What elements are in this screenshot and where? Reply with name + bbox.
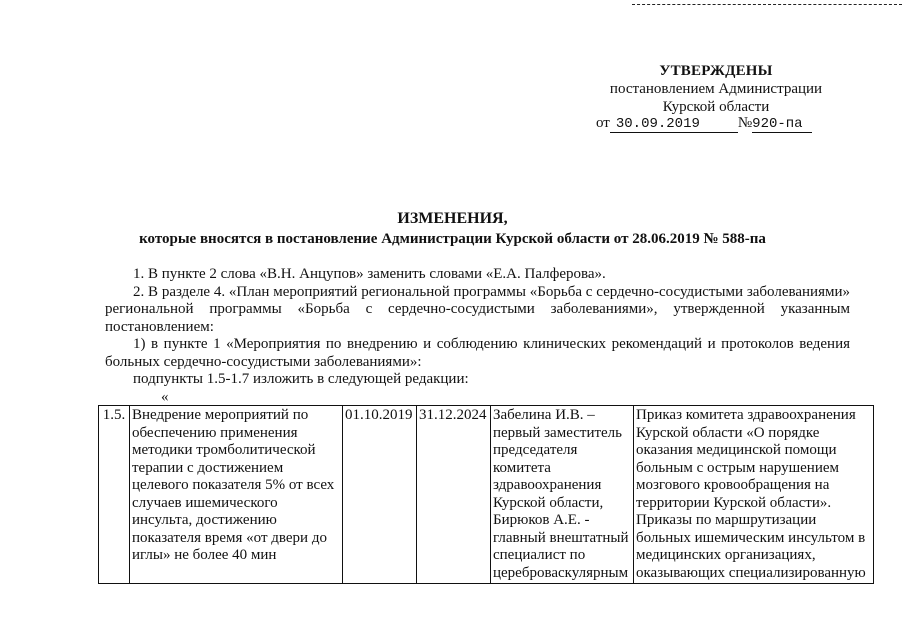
approval-title: УТВЕРЖДЕНЫ bbox=[659, 63, 773, 79]
document-title: ИЗМЕНЕНИЯ, bbox=[397, 210, 508, 227]
paragraph-item-2-1: 1) в пункте 1 «Мероприятия по внедрению и соблюдению клинических рекомендаций и протоколов ведения больных сердечно-сосудистыми заболеваниями»: bbox=[105, 336, 850, 370]
activity-line: показателя время «от двери до bbox=[132, 529, 327, 546]
responsible-line: цереброваскулярным bbox=[493, 564, 629, 581]
responsible-line: Курской области, bbox=[493, 494, 604, 511]
result-line: больным с острым нарушением bbox=[636, 459, 840, 476]
responsible-line: главный внештатный bbox=[493, 529, 629, 546]
activity-line: инсульта, достижению bbox=[132, 512, 277, 528]
approval-date: 30.09.2019 bbox=[610, 116, 738, 133]
cell-responsible bbox=[491, 406, 634, 584]
activity-line: Внедрение мероприятий по bbox=[132, 407, 309, 423]
cell-activity bbox=[130, 406, 343, 584]
result-line: мозгового кровообращения на bbox=[636, 477, 830, 493]
document-subtitle: которые вносятся в постановление Администрации Курской области от 28.06.2019 № 588-па bbox=[139, 231, 766, 247]
table-row bbox=[99, 406, 874, 584]
date-prefix: от bbox=[596, 115, 610, 131]
result-line: медицинских организациях, bbox=[636, 547, 816, 563]
result-line: оказывающих специализированную bbox=[636, 564, 866, 581]
quote-open-mark: « bbox=[161, 388, 169, 405]
responsible-line: Бирюков А.Е. - bbox=[493, 512, 590, 528]
approval-block bbox=[590, 62, 842, 116]
approval-number: 920-па bbox=[752, 116, 812, 133]
number-prefix: № bbox=[737, 115, 753, 131]
result-line: Курской области «О порядке bbox=[636, 424, 820, 441]
result-line: больных ишемическим инсультом в bbox=[636, 529, 866, 546]
responsible-line: первый заместитель bbox=[493, 424, 623, 441]
cell-result bbox=[634, 406, 874, 584]
result-line: оказания медицинской помощи bbox=[636, 442, 837, 458]
responsible-line: Забелина И.В. – bbox=[493, 407, 595, 423]
activity-line: целевого показателя 5% от всех bbox=[132, 477, 335, 493]
result-line: территории Курской области». bbox=[636, 494, 832, 511]
activity-line: терапии с достижением bbox=[132, 459, 284, 476]
result-line: Приказ комитета здравоохранения bbox=[636, 407, 856, 423]
activity-line: иглы» не более 40 мин bbox=[132, 547, 277, 563]
activity-line: методики тромболитической bbox=[132, 442, 316, 458]
plan-table bbox=[98, 405, 874, 584]
paragraph-item-1: 1. В пункте 2 слова «В.Н. Анцупов» заменить словами «Е.А. Палферова». bbox=[133, 266, 606, 282]
paragraph-item-2: 2. В разделе 4. «План мероприятий региональной программы «Борьба с сердечно-сосудистыми заболеваниями» региональной программы «Борьба с сердечно-сосудистыми заболеваниями», утвержденной указанным постановлением: bbox=[105, 283, 850, 335]
responsible-line: председателя bbox=[493, 442, 578, 458]
approval-line-1: постановлением Администрации bbox=[609, 81, 823, 97]
cell-row-number: 1.5. bbox=[99, 406, 130, 584]
responsible-line: специалист по bbox=[493, 547, 586, 563]
responsible-line: здравоохранения bbox=[493, 477, 602, 493]
paragraph-item-2-1-sub: подпункты 1.5-1.7 изложить в следующей редакции: bbox=[133, 371, 469, 387]
result-line: Приказы по маршрутизации bbox=[636, 512, 817, 528]
cell-end-date: 31.12.2024 bbox=[417, 406, 491, 584]
cell-start-date: 01.10.2019 bbox=[343, 406, 417, 584]
activity-line: обеспечению применения bbox=[132, 424, 298, 441]
document-body bbox=[105, 266, 850, 406]
approval-dateline bbox=[596, 115, 812, 133]
activity-line: случаев ишемического bbox=[132, 494, 278, 511]
scan-edge-mark bbox=[632, 4, 902, 5]
approval-line-2: Курской области bbox=[662, 99, 770, 115]
responsible-line: комитета bbox=[493, 459, 551, 476]
